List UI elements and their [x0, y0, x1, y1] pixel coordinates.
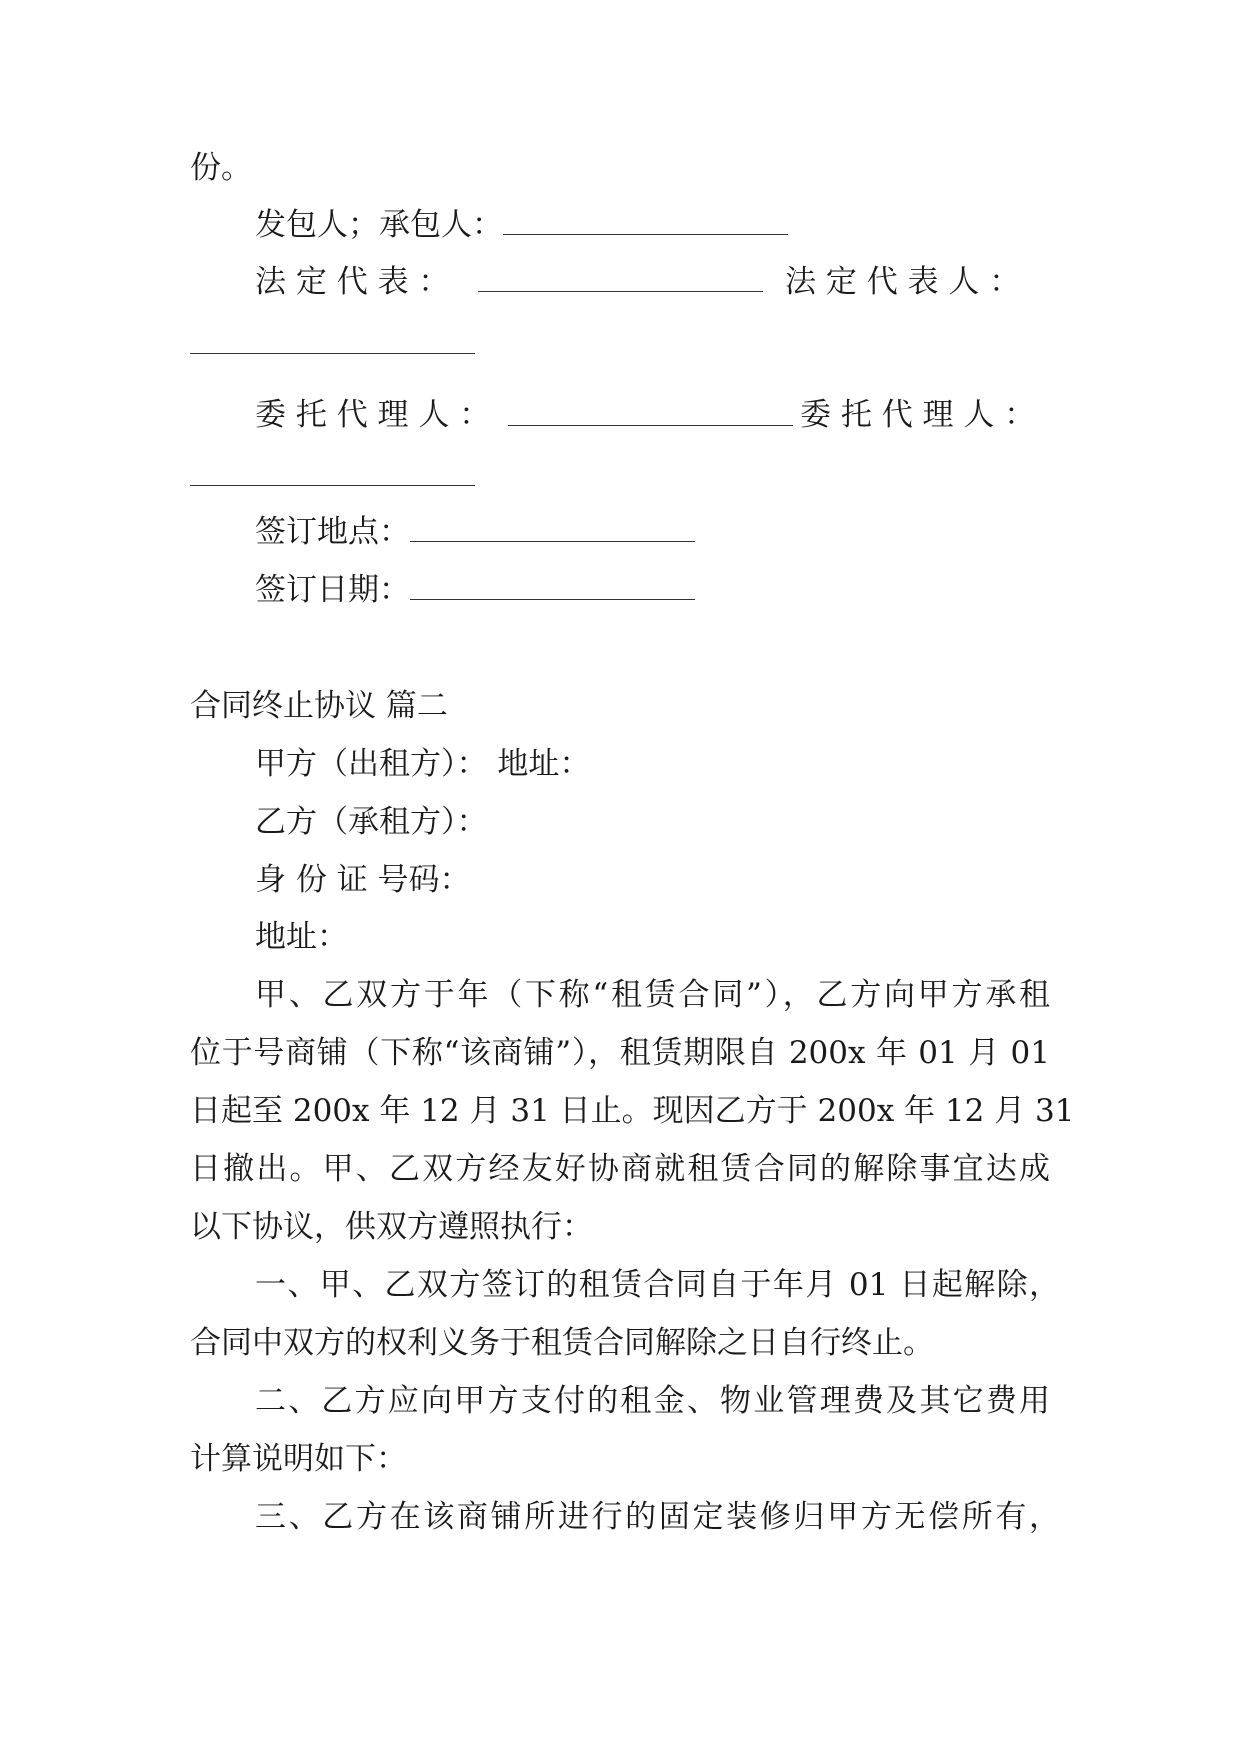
blank-underline	[508, 424, 793, 426]
signing-place-label: 签订地点：	[255, 514, 410, 550]
blank-underline	[410, 575, 695, 600]
clause-1-line: 合同中双方的权利义务于租赁合同解除之日自行终止。	[190, 1325, 934, 1361]
paragraph-line: 位于号商铺（下称“该商铺”），租赁期限自 200x 年 01 月 01	[190, 1035, 1050, 1071]
paragraph-line: 日起至 200x 年 12 月 31 日止。现因乙方于 200x 年 12 月 31	[190, 1093, 1075, 1129]
blank-underline	[478, 290, 763, 292]
clause-2-line: 二、乙方应向甲方支付的租金、物业管理费及其它费用	[255, 1383, 1050, 1419]
party-b-line: 乙方（承租方）：	[255, 804, 488, 840]
contract-party-line	[255, 205, 788, 245]
id-number-line: 身 份 证 号码：	[255, 862, 471, 898]
address-line: 地址：	[255, 919, 348, 955]
signing-date-label: 签订日期：	[255, 572, 410, 608]
clause-2-line: 计算说明如下：	[190, 1441, 407, 1477]
blank-underline	[190, 352, 475, 354]
clause-1-line: 一、甲、乙双方签订的租赁合同自于年月 01 日起解除，	[255, 1267, 1060, 1303]
blank-underline	[503, 210, 788, 235]
blank-underline	[190, 484, 475, 486]
text-line: 份。	[190, 150, 252, 186]
paragraph-line: 甲、乙双方于年（下称“租赁合同”），乙方向甲方承租	[255, 977, 1050, 1013]
clause-3-line: 三、乙方在该商铺所进行的固定装修归甲方无偿所有，	[255, 1499, 1060, 1535]
section-heading: 合同终止协议 篇二	[190, 688, 448, 724]
legal-rep-label: 法 定 代 表 ：	[255, 264, 450, 300]
agent-label-2: 委 托 代 理 人 ：	[800, 397, 1036, 433]
party-a-line: 甲方（出租方）： 地址：	[255, 746, 591, 782]
paragraph-line: 以下协议，供双方遵照执行：	[190, 1209, 593, 1245]
party-label: 发包人；承包人：	[255, 207, 503, 243]
agent-label: 委 托 代 理 人 ：	[255, 397, 491, 433]
signing-place-line	[255, 512, 695, 552]
paragraph-line: 日撤出。甲、乙双方经友好协商就租赁合同的解除事宜达成	[190, 1151, 1050, 1187]
signing-date-line	[255, 570, 695, 610]
legal-rep-person-label: 法 定 代 表 人 ：	[785, 264, 1021, 300]
blank-underline	[410, 517, 695, 542]
